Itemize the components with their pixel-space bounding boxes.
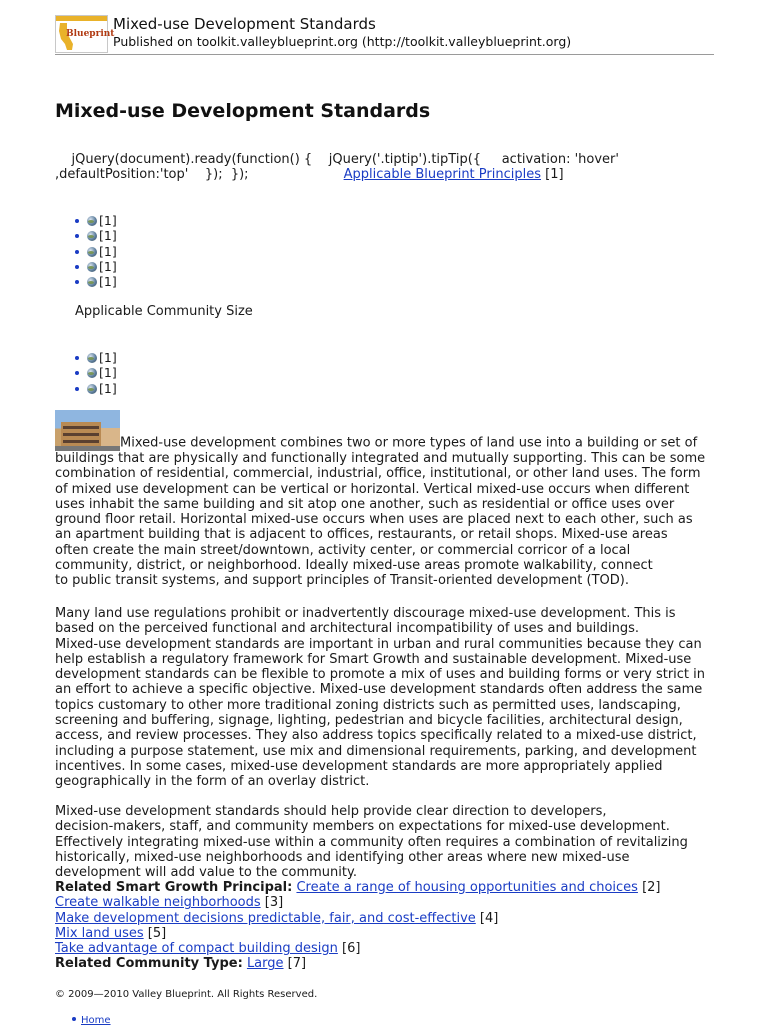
- link-ref: [7]: [283, 956, 307, 972]
- icon-ref: [1]: [99, 258, 117, 274]
- paragraph-line: development will add value to the community.: [55, 865, 357, 881]
- related-line: [55, 926, 715, 941]
- globe-icon[interactable]: [87, 368, 97, 378]
- list-item: [55, 365, 117, 380]
- paragraph-line: access, and review processes. They also address topics specifically related to a mixed-use district,: [55, 728, 697, 744]
- valley-blueprint-logo[interactable]: [55, 15, 115, 53]
- list-item: [55, 228, 117, 243]
- related-line: [55, 911, 715, 926]
- link-ref: [2]: [637, 880, 661, 895]
- list-item: [55, 274, 117, 289]
- mixed-use-building-photo: [55, 410, 120, 451]
- paragraph-line: ground floor retail. Horizontal mixed-use occurs when uses are placed next to each other, such as: [55, 512, 693, 528]
- link-walkable-neighborhoods[interactable]: Create walkable neighborhoods: [55, 895, 261, 911]
- paragraph-line: incentives. In some cases, mixed-use development standards are more appropriately applied: [55, 758, 663, 774]
- paragraph-line: community, district, or neighborhood. Ideally mixed-use areas promote walkability, connect: [55, 558, 653, 574]
- related-line: [55, 895, 715, 910]
- related-principal-label: Related Smart Growth Principal:: [55, 880, 293, 895]
- paragraph-line: topics customary to other more traditional zoning districts such as permitted uses, landscaping,: [55, 697, 681, 713]
- globe-icon[interactable]: [87, 231, 97, 241]
- paragraph-direction: [55, 804, 715, 880]
- paragraph-line: Many land use regulations prohibit or inadvertently discourage mixed-use development. This is: [55, 606, 676, 621]
- header: [55, 13, 714, 55]
- paragraph-line: uses inhabit the same building and sit atop one another, such as residential or office uses over: [55, 496, 675, 512]
- paragraph-line: Mixed-use development standards are important in urban and rural communities because they can: [55, 636, 702, 652]
- link-compact-building-design[interactable]: Take advantage of compact building design: [55, 941, 338, 957]
- globe-icon[interactable]: [87, 384, 97, 394]
- paragraph-line: to public transit systems, and support principles of Transit-oriented development (TOD).: [55, 573, 629, 589]
- link-ref: [4]: [475, 910, 499, 926]
- list-item: [55, 350, 117, 365]
- paragraph-line: of mixed use development can be vertical or horizontal. Vertical mixed-use occurs when different: [55, 481, 690, 497]
- globe-icon[interactable]: [87, 247, 97, 257]
- list-item: [55, 213, 117, 228]
- paragraph-line: buildings that are physically and functionally integrated and mutually supporting. This can be some: [55, 451, 706, 466]
- globe-icon[interactable]: [87, 353, 97, 363]
- icon-ref: [1]: [99, 380, 117, 396]
- link-development-decisions[interactable]: Make development decisions predictable, fair, and cost-effective: [55, 910, 476, 926]
- page-title: Mixed-use Development Standards: [55, 100, 431, 122]
- paragraph-line: geographically in the form of an overlay district.: [55, 774, 370, 790]
- paragraph-line: development standards can be flexible to promote a mix of uses and building forms or very strict in: [55, 667, 706, 683]
- link-ref: [3]: [260, 895, 284, 911]
- home-link[interactable]: Home: [81, 1015, 111, 1026]
- related-community-line: [55, 956, 715, 971]
- principle-icon-list: [55, 213, 117, 289]
- paragraph-regulations: [55, 606, 715, 790]
- related-principal-line: [55, 880, 715, 895]
- community-icon-list: [55, 350, 117, 396]
- icon-ref: [1]: [99, 274, 117, 290]
- icon-ref: [1]: [99, 350, 117, 365]
- logo-wordmark: Blueprint: [66, 29, 115, 39]
- link-mix-land-uses[interactable]: Mix land uses: [55, 925, 144, 941]
- paragraph-line: often create the main street/downtown, activity center, or commercial corricor of a local: [55, 542, 631, 558]
- community-size-label: Applicable Community Size: [75, 304, 253, 319]
- paragraph-line: including a purpose statement, use mix and dimensional requirements, parking, and development: [55, 743, 697, 759]
- paragraph-line: Effectively integrating mixed-use within a community often requires a combination of revitalizing: [55, 834, 688, 850]
- paragraph-line: an apartment building that is adjacent to offices, restaurants, or retail shops. Mixed-use areas: [55, 527, 668, 543]
- list-item: [55, 381, 117, 396]
- icon-ref: [1]: [99, 213, 117, 228]
- site-title: Mixed-use Development Standards: [113, 15, 376, 33]
- list-item: [55, 259, 117, 274]
- icon-ref: [1]: [99, 228, 117, 244]
- paragraph-line: decision-makers, staff, and community members on expectations for mixed-use development.: [55, 819, 670, 835]
- globe-icon[interactable]: [87, 262, 97, 272]
- script-text-fragment: ,defaultPosition:'top' }); });: [55, 167, 344, 182]
- icon-ref: [1]: [99, 365, 117, 381]
- applicable-principles-link[interactable]: Applicable Blueprint Principles: [343, 167, 541, 182]
- paragraph-intro: [55, 410, 715, 589]
- link-large[interactable]: Large: [246, 956, 284, 972]
- related-line: [55, 941, 715, 956]
- copyright: © 2009—2010 Valley Blueprint. All Rights Reserved.: [55, 989, 318, 1000]
- link-ref: [6]: [337, 941, 361, 957]
- paragraph-line: historically, mixed-use neighborhoods and identifying other areas where new mixed-use: [55, 849, 630, 865]
- script-text-line-1: jQuery(document).ready(function() { jQuery('.tiptip').tipTip({ activation: 'hover': [55, 152, 619, 167]
- list-item: [55, 1013, 111, 1028]
- paragraph-line: screening and buffering, signage, lighting, pedestrian and bicycle facilities, architectural design,: [55, 713, 683, 729]
- link-housing-opportunities[interactable]: Create a range of housing opportunities and choices: [296, 880, 638, 895]
- icon-ref: [1]: [99, 243, 117, 259]
- globe-icon[interactable]: [87, 216, 97, 226]
- related-community-type-label: Related Community Type:: [55, 956, 243, 972]
- paragraph-line: help establish a regulatory framework for Smart Growth and sustainable development. Mixed-use: [55, 651, 692, 667]
- paragraph-line: Mixed-use development standards should help provide clear direction to developers,: [55, 804, 607, 819]
- logo-accent-bar: [56, 16, 107, 21]
- script-text-line-2: [55, 167, 715, 182]
- paragraph-line: Mixed-use development combines two or more types of land use into a building or set of: [55, 410, 715, 451]
- paragraph-line: an effort to achieve a specific objective. Mixed-use development standards often address the same: [55, 682, 703, 698]
- published-source: Published on toolkit.valleyblueprint.org (http://toolkit.valleyblueprint.org): [113, 34, 572, 49]
- link-ref: [5]: [143, 925, 167, 941]
- principles-ref: [1]: [540, 167, 564, 182]
- footer-nav: [55, 1013, 111, 1028]
- related-section: [55, 880, 715, 972]
- list-item: [55, 244, 117, 259]
- globe-icon[interactable]: [87, 277, 97, 287]
- paragraph-line: combination of residential, commercial, industrial, office, institutional, or other land uses. The form: [55, 466, 701, 482]
- paragraph-line: based on the perceived functional and architectural incompatibility of uses and buildings.: [55, 621, 640, 637]
